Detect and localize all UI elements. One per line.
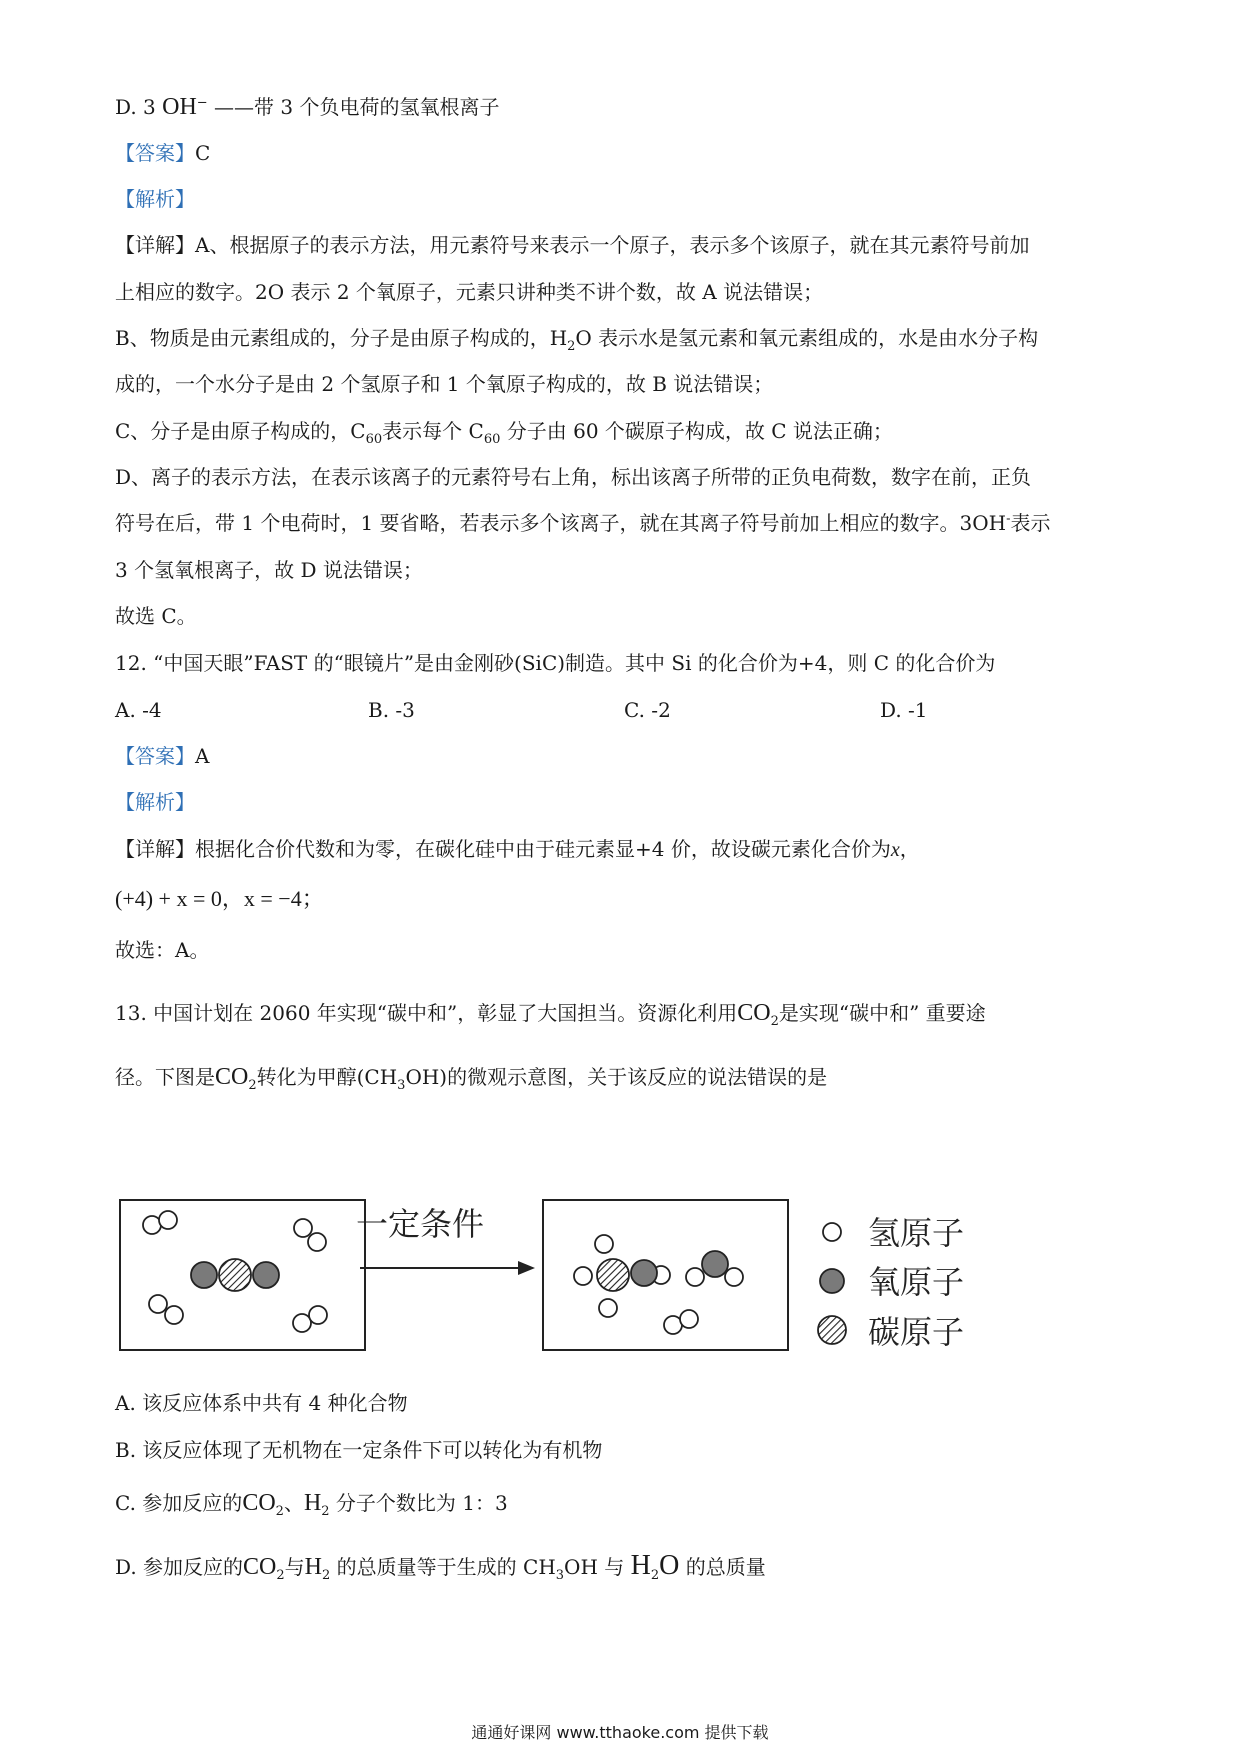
q13-option-b: B. 该反应体现了无机物在一定条件下可以转化为有机物	[115, 1438, 603, 1462]
q12-option-a: A. -4	[115, 698, 162, 722]
q12-conclusion: 故选：A。	[115, 938, 210, 962]
q12-detail-line1: 【详解】根据化合价代数和为零，在碳化硅中由于硅元素显+4 价，故设碳元素化合价为x，	[115, 837, 920, 861]
legend-hydrogen-icon	[823, 1223, 841, 1241]
q12-option-c: C. -2	[624, 698, 671, 722]
q11-detail-line8: 3 个氢氧根离子，故 D 说法错误；	[115, 558, 423, 582]
legend-oxygen-label: 氧原子	[868, 1264, 965, 1300]
reaction-arrowhead	[518, 1261, 535, 1275]
q11-analysis-heading: 【解析】	[115, 187, 195, 211]
q11-detail-line7: 符号在后，带 1 个电荷时，1 要省略，若表示多个该离子，就在其离子符号前加上相应的数字。3OH-表示	[115, 511, 1051, 535]
legend-carbon-label: 碳原子	[868, 1314, 965, 1350]
q12-equation: (+4) + x = 0，x = −4；	[115, 886, 324, 911]
q13-stem-line2: 径。下图是$CO_2$转化为甲醇$(CH_3OH)$的微观示意图，关于该反应的说法错误的是	[115, 1064, 828, 1093]
q13-option-d: D. 参加反应的$CO_2$与$H_2$ 的总质量等于生成的 $CH_3OH$ 与 $H_2O$ 的总质量	[115, 1550, 766, 1583]
legend-oxygen-icon	[820, 1269, 844, 1293]
q12-option-d: D. -1	[880, 698, 928, 722]
q12-analysis-heading: 【解析】	[115, 790, 195, 814]
q11-detail-line1: 【详解】A、根据原子的表示方法，用元素符号来表示一个原子，表示多个该原子，就在其元素符号前加	[115, 233, 1030, 257]
q11-detail-line3: B、物质是由元素组成的，分子是由原子构成的，$H_2O$ 表示水是氢元素和氧元素组成的，水是由水分子构	[115, 326, 1039, 354]
arrow-label: 一定条件	[355, 1206, 485, 1242]
q11-option-d: D. 3 OH− ——带 3 个负电荷的氢氧根离子	[115, 94, 500, 120]
q12-stem: 12. “中国天眼”FAST 的“眼镜片”是由金刚砂(SiC)制造。其中 Si 的化合价为+4，则 C 的化合价为	[115, 651, 996, 675]
q11-detail-line6: D、离子的表示方法，在表示该离子的元素符号右上角，标出该离子所带的正负电荷数，数字在前，正负	[115, 465, 1032, 489]
q11-detail-line2: 上相应的数字。2O 表示 2 个氧原子，元素只讲种类不讲个数，故 A 说法错误；	[115, 280, 824, 304]
footer-source: 通通好课网 www.tthaoke.com 提供下载	[471, 1723, 769, 1742]
q12-answer: 【答案】A	[115, 744, 210, 768]
q13-stem-line1: 13. 中国计划在 2060 年实现“碳中和”，彰显了大国担当。资源化利用$CO_2$是实现“碳中和” 重要途	[115, 1000, 986, 1029]
q11-answer: 【答案】C	[115, 141, 211, 165]
legend-hydrogen-label: 氢原子	[868, 1215, 965, 1251]
q11-detail-line5: C、分子是由原子构成的，$C_{60}$表示每个 $C_{60}$ 分子由 60 个碳原子构成，故 C 说法正确；	[115, 419, 893, 447]
q11-detail-line4: 成的，一个水分子是由 2 个氢原子和 1 个氧原子构成的，故 B 说法错误；	[115, 372, 774, 396]
legend	[818, 1215, 964, 1350]
co2-molecule	[191, 1259, 279, 1291]
q11-detail-line9: 故选 C。	[115, 604, 197, 628]
legend-carbon-icon	[818, 1316, 846, 1344]
q12-option-b: B. -3	[368, 698, 415, 722]
reaction-diagram	[110, 1180, 1010, 1360]
q13-option-c: C. 参加反应的$CO_2$、$H_2$ 分子个数比为 1：3	[115, 1490, 508, 1519]
q13-option-a: A. 该反应体系中共有 4 种化合物	[115, 1391, 408, 1415]
